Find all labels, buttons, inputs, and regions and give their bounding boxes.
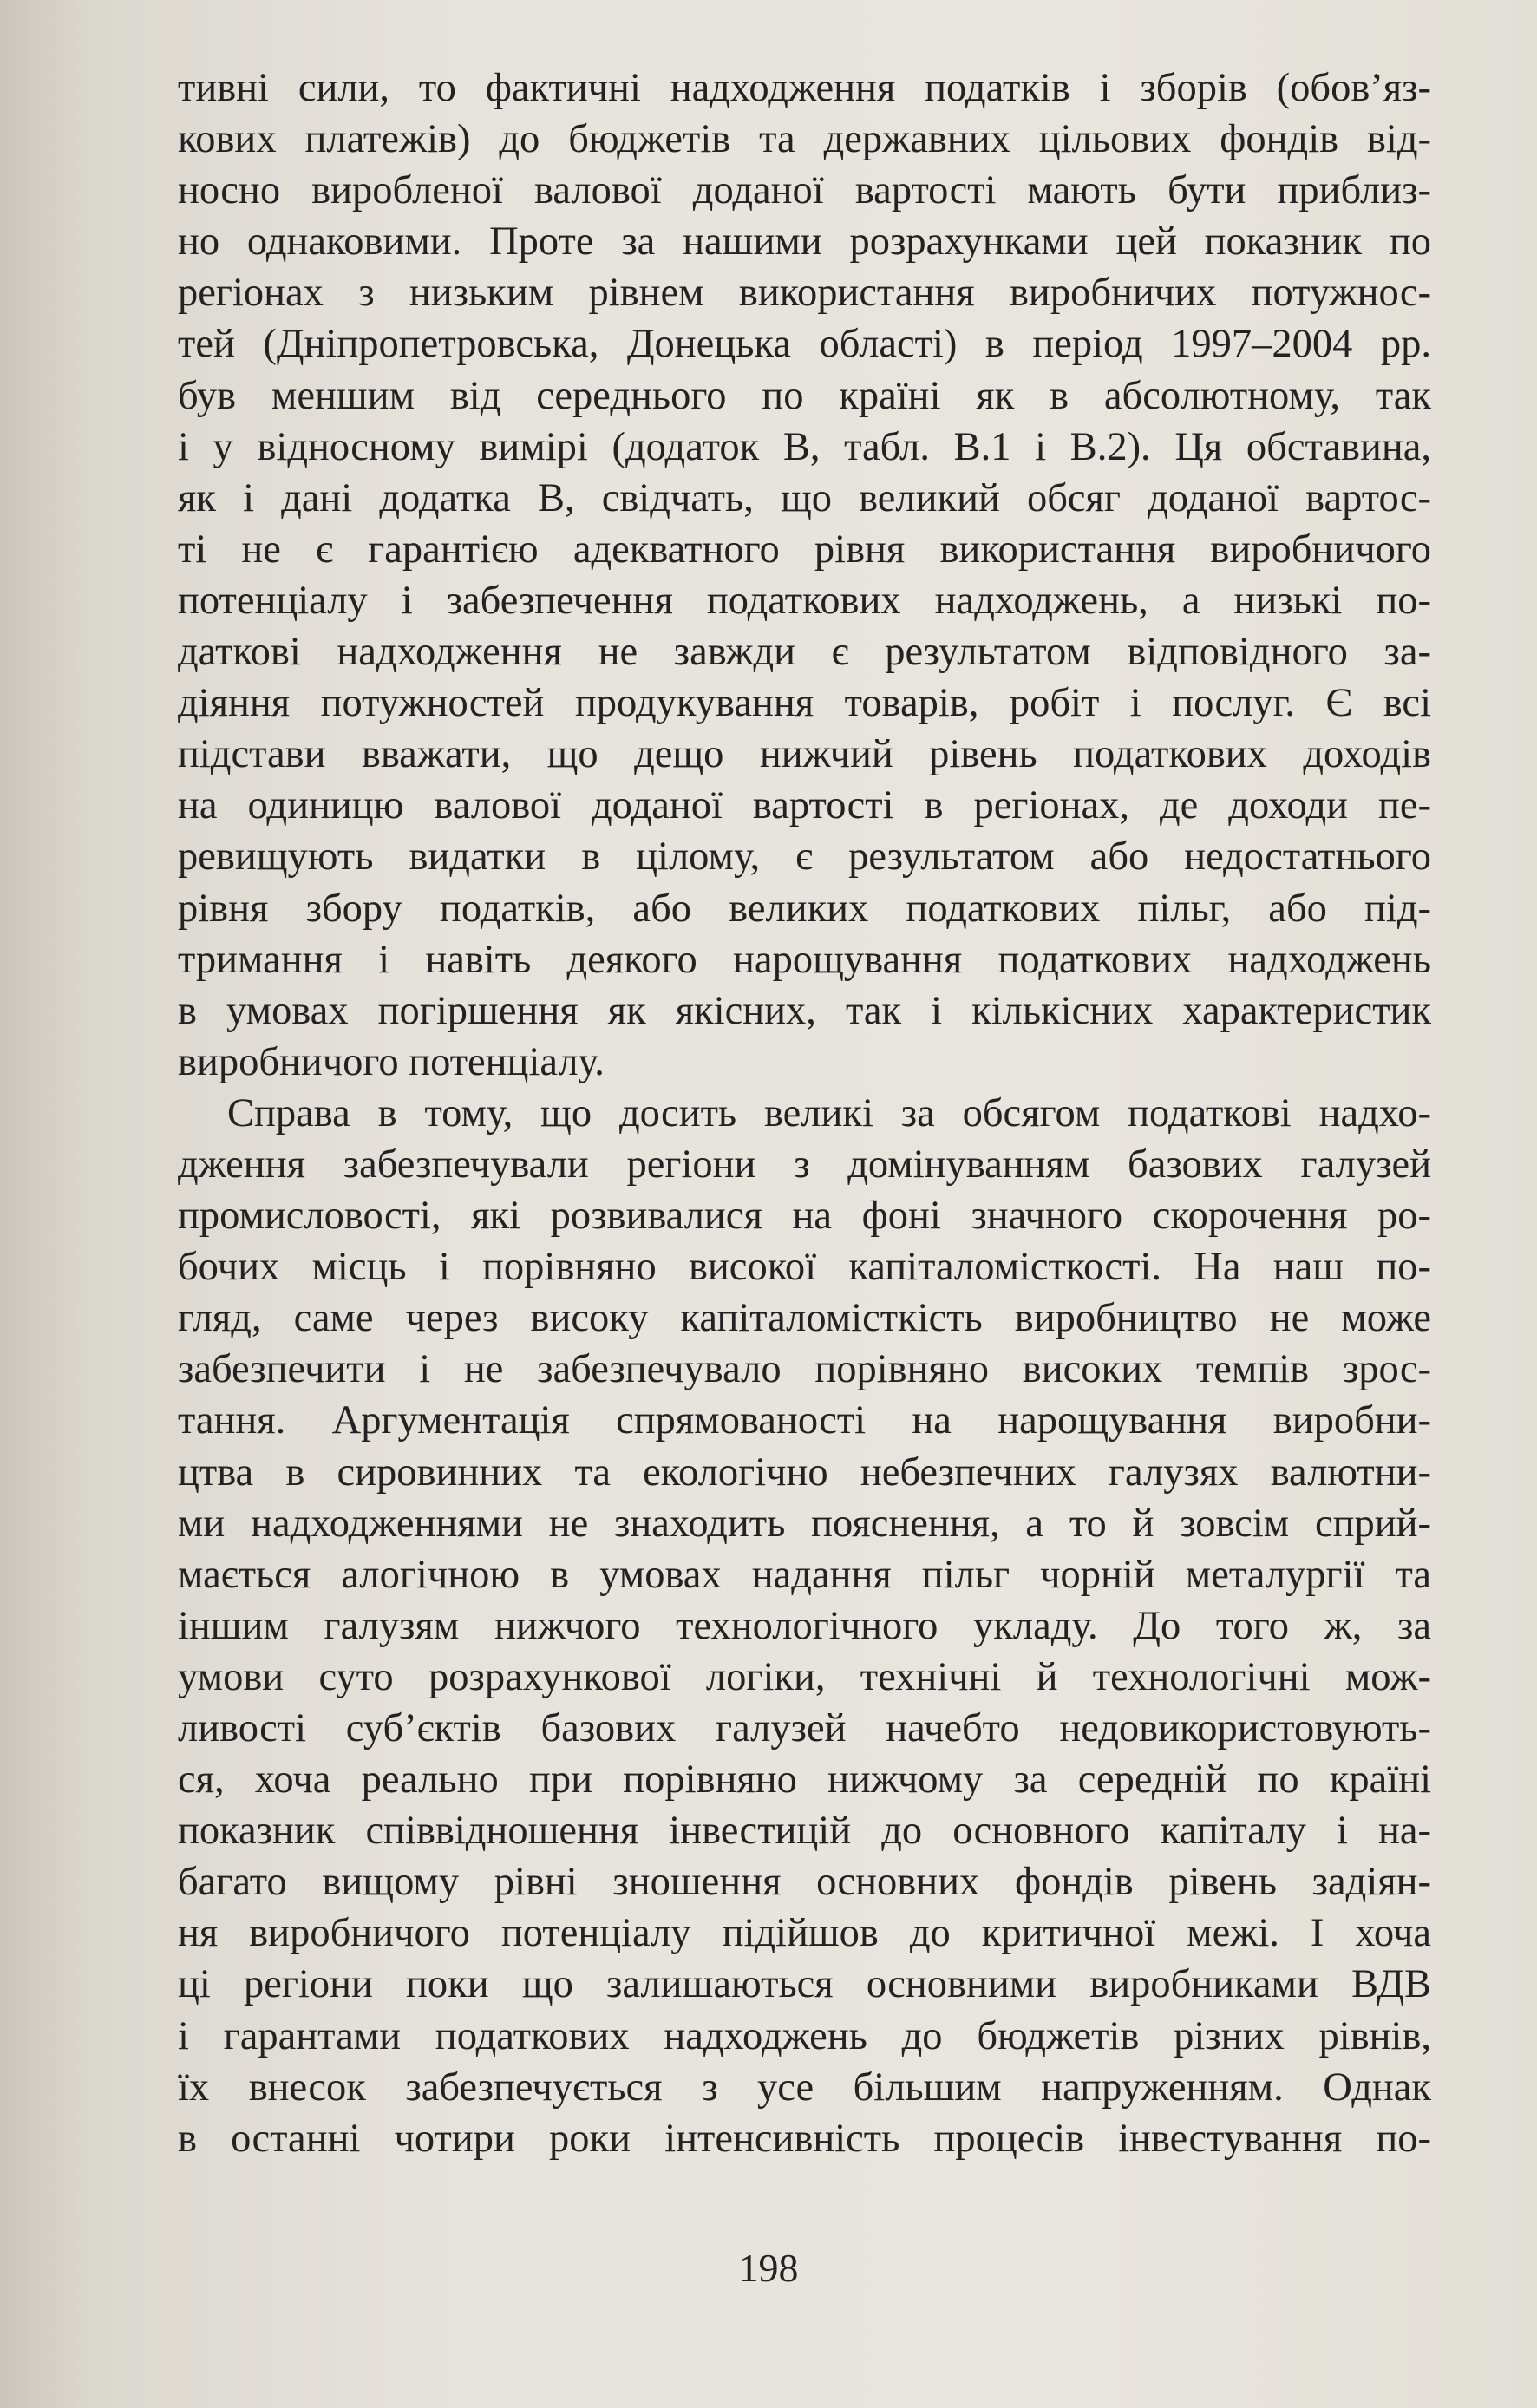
page-number: 198 bbox=[738, 2246, 799, 2290]
text-line: тання. Аргументація спрямованості на нарощування виробни- bbox=[178, 1398, 1431, 1443]
text-line: но однаковими. Проте за нашими розрахунками цей показник по bbox=[178, 219, 1431, 265]
text-line: Справа в тому, що досить великі за обсягом податкові надхо- bbox=[227, 1090, 1431, 1135]
text-line: носно виробленої валової доданої вартості мають бути приблиз- bbox=[178, 168, 1431, 213]
text-line: в останні чотири роки інтенсивність процесів інвестування по- bbox=[178, 2116, 1431, 2161]
text-line: бочих місць і порівняно високої капіталомісткості. На наш по- bbox=[178, 1245, 1431, 1290]
text-line: гляд, саме через високу капіталомісткість виробництво не може bbox=[178, 1296, 1431, 1341]
text-line: тей (Дніпропетровська, Донецька області) в період 1997–2004 рр. bbox=[178, 322, 1431, 367]
text-line: ревищують видатки в цілому, є результатом або недостатнього bbox=[178, 834, 1431, 880]
text-line: ся, хоча реально при порівняно нижчому за середній по країні bbox=[178, 1757, 1431, 1803]
text-line: на одиницю валової доданої вартості в регіонах, де доходи пе- bbox=[178, 783, 1431, 828]
paragraph bbox=[178, 62, 1431, 1088]
text-line: тивні сили, то фактичні надходження податків і зборів (обов’яз- bbox=[178, 66, 1431, 110]
text-line: ня виробничого потенціалу підійшов до критичної межі. І хоча bbox=[178, 1911, 1431, 1956]
text-line: виробничого потенціалу. bbox=[178, 1039, 605, 1084]
text-line: ті не є гарантією адекватного рівня використання виробничого bbox=[178, 527, 1431, 572]
text-line: підстави вважати, що дещо нижчий рівень податкових доходів bbox=[178, 732, 1431, 777]
text-line: мається алогічною в умовах надання пільг чорній металургії та bbox=[178, 1552, 1431, 1597]
text-line: і у відносному вимірі (додаток В, табл. В.1 і В.2). Ця обставина, bbox=[178, 424, 1431, 469]
text-line: цтва в сировинних та екологічно небезпечних галузях валютни- bbox=[178, 1449, 1431, 1495]
text-line: умови суто розрахункової логіки, технічні й технологічні мож- bbox=[178, 1654, 1431, 1699]
text-line: іншим галузям нижчого технологічного укладу. До того ж, за bbox=[178, 1603, 1431, 1648]
text-line: промисловості, які розвивалися на фоні значного скорочення ро- bbox=[178, 1194, 1431, 1239]
text-line: діяння потужностей продукування товарів, робіт і послуг. Є всі bbox=[178, 681, 1431, 726]
text-line: кових платежів) до бюджетів та державних цільових фондів від- bbox=[178, 117, 1431, 162]
text-line: тримання і навіть деякого нарощування податкових надходжень bbox=[178, 937, 1431, 982]
text-line: забезпечити і не забезпечувало порівняно високих темпів зрос- bbox=[178, 1347, 1431, 1392]
text-line: регіонах з низьким рівнем використання виробничих потужнос- bbox=[178, 271, 1431, 316]
text-line: даткові надходження не завжди є результатом відповідного за- bbox=[178, 630, 1431, 675]
text-line: показник співвідношення інвестицій до основного капіталу і на- bbox=[178, 1809, 1431, 1854]
text-line: в умовах погіршення як якісних, так і кількісних характеристик bbox=[178, 988, 1431, 1033]
paragraph bbox=[178, 1088, 1431, 2164]
text-line: був меншим від середнього по країні як в абсолютному, так bbox=[178, 373, 1431, 418]
text-line: ми надходженнями не знаходить пояснення, а то й зовсім сприй- bbox=[178, 1501, 1431, 1546]
text-line: їх внесок забезпечується з усе більшим напруженням. Однак bbox=[178, 2064, 1431, 2110]
text-line: рівня збору податків, або великих податкових пільг, або під- bbox=[178, 886, 1431, 931]
text-line: потенціалу і забезпечення податкових надходжень, а низькі по- bbox=[178, 578, 1431, 623]
text-line: як і дані додатка В, свідчать, що великий обсяг доданої вартос- bbox=[178, 475, 1431, 520]
text-line: багато вищому рівні зношення основних фондів рівень задіян- bbox=[178, 1860, 1431, 1905]
text-line: і гарантами податкових надходжень до бюджетів різних рівнів, bbox=[178, 2013, 1431, 2058]
text-line: дження забезпечували регіони з домінуванням базових галузей bbox=[178, 1142, 1431, 1187]
body-text bbox=[178, 62, 1431, 2164]
text-line: ці регіони поки що залишаються основними виробниками ВДВ bbox=[178, 1962, 1431, 2007]
text-line: ливості суб’єктів базових галузей начебто недовикористовують- bbox=[178, 1706, 1431, 1750]
